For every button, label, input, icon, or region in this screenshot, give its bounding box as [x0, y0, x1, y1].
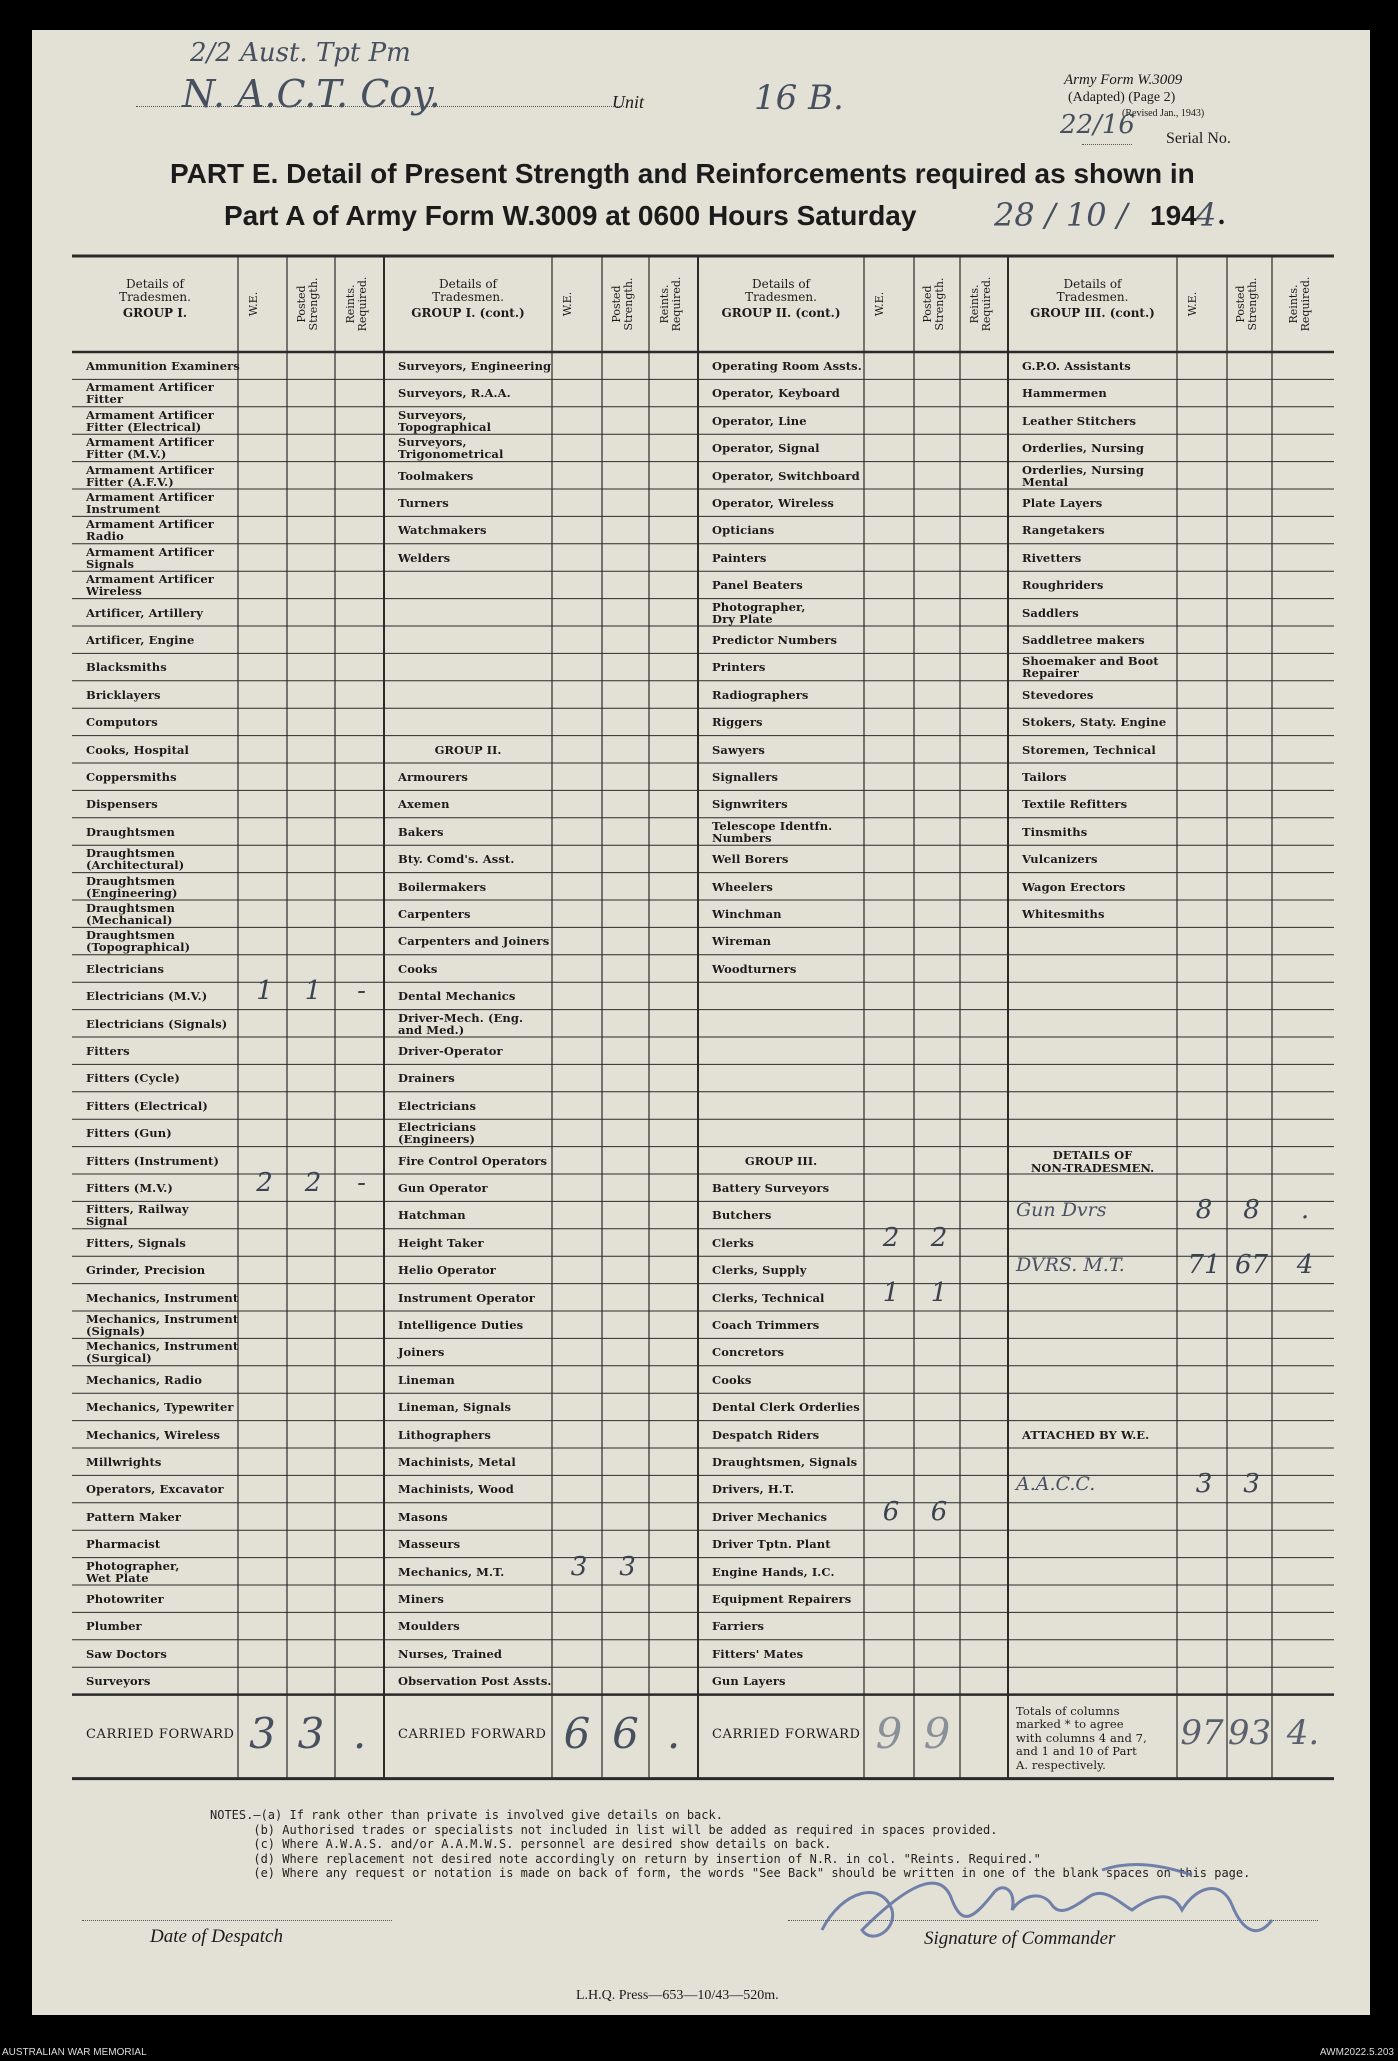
unit-handwriting-top: 2/2 Aust. Tpt Pm: [190, 38, 411, 68]
trade-label: Mechanics, Radio: [86, 1372, 203, 1387]
trade-label: Bakers: [398, 824, 444, 839]
handwritten-posted-value: 8: [1243, 1195, 1260, 1226]
handwritten-posted-value: 2: [930, 1222, 948, 1253]
handwritten-reints-value: .: [1300, 1195, 1310, 1226]
trade-label: Roughriders: [1022, 578, 1104, 593]
trade-label: Lithographers: [398, 1427, 491, 1442]
trade-label: Draughtsmen (Topographical): [86, 928, 191, 955]
year-handwriting: 4: [1196, 196, 1217, 234]
group-header-title: GROUP I.: [122, 306, 188, 320]
trade-label: Draughtsmen: [86, 824, 175, 839]
group-header-details: Details of: [438, 277, 497, 291]
trade-label: Draughtsmen (Architectural): [86, 846, 185, 873]
posted-strength-column-header: Posted Strength.: [295, 277, 320, 331]
trade-label: Fitters, Railway Signal: [86, 1202, 189, 1229]
handwritten-we-value: 2: [256, 1168, 273, 1198]
handwritten-posted-value: 3: [1243, 1469, 1260, 1500]
trade-label: Textile Refitters: [1022, 797, 1128, 812]
trade-label: Orderlies, Nursing: [1022, 441, 1145, 456]
trade-label: Rivetters: [1022, 550, 1082, 565]
footer-left: AUSTRALIAN WAR MEMORIAL: [2, 2047, 147, 2058]
trade-label: Opticians: [712, 523, 775, 538]
trade-label: Driver-Mech. (Eng. and Med.): [398, 1010, 524, 1037]
trade-label: Cooks: [398, 961, 438, 976]
trade-label: Predictor Numbers: [712, 633, 838, 647]
trade-label: Fitters (M.V.): [86, 1181, 173, 1195]
trade-label: Machinists, Metal: [398, 1455, 516, 1469]
group-header-title: GROUP II. (cont.): [721, 306, 841, 320]
trade-label: Fitters' Mates: [712, 1646, 804, 1661]
trade-label: Masons: [398, 1509, 448, 1524]
handwritten-we-value: 71: [1187, 1250, 1221, 1281]
trade-label: Photowriter: [86, 1592, 164, 1606]
carried-forward-posted: 3: [297, 1708, 325, 1758]
trade-label: Electricians (Engineers): [398, 1120, 477, 1147]
we-column-header: W.E.: [1186, 291, 1199, 317]
trade-label: Shoemaker and Boot Repairer: [1022, 654, 1159, 681]
trade-label: Concretors: [712, 1345, 785, 1360]
form-adapted: (Adapted) (Page 2): [1068, 90, 1176, 105]
trade-label: Observation Post Assts.: [398, 1674, 552, 1689]
trade-label: Operating Room Assts.: [712, 359, 862, 373]
serial-label: Serial No.: [1166, 130, 1231, 147]
trade-label: Turners: [398, 496, 449, 510]
trade-label: Dental Mechanics: [398, 989, 516, 1004]
posted-strength-column-header: Posted Strength.: [1233, 277, 1259, 331]
group-header-details: Details of: [125, 277, 184, 291]
trade-label: Drivers, H.T.: [712, 1482, 795, 1497]
press-line: L.H.Q. Press—653—10/43—520m.: [576, 1988, 779, 2003]
note-line: (d) Where replacement not desired note accordingly on return by insertion of N.R. in col. "Reints. Required.": [210, 1851, 1041, 1866]
trade-label: Ammunition Examiners: [86, 359, 240, 373]
handwritten-we-value: 6: [882, 1496, 900, 1527]
trade-label: Sawyers: [712, 742, 765, 757]
trade-label: Telescope Identfn. Numbers: [712, 818, 833, 845]
trade-label: Mechanics, Instrument: [86, 1290, 239, 1305]
group-header-title: GROUP III. (cont.): [1030, 306, 1155, 320]
carried-forward-we: 3: [249, 1708, 276, 1758]
trade-label: Wagon Erectors: [1022, 879, 1126, 894]
trade-label: Carpenters and Joiners: [398, 934, 550, 949]
trade-label: Wireman: [712, 934, 772, 949]
group-label: DETAILS OF NON-TRADESMEN.: [1030, 1147, 1155, 1175]
trade-label: Boilermakers: [398, 879, 487, 894]
group-label: GROUP II.: [434, 742, 502, 757]
trade-label: Pattern Maker: [86, 1509, 181, 1524]
trade-label: Watchmakers: [398, 523, 487, 538]
trade-label: Surveyors, Engineering: [398, 359, 552, 373]
handwritten-reints-value: -: [357, 1168, 366, 1198]
trade-label: Electricians (Signals): [86, 1016, 228, 1031]
carried-forward-we: 9: [875, 1708, 903, 1758]
trade-label: Armourers: [398, 770, 468, 784]
trade-label: Orderlies, Nursing Mental: [1022, 462, 1145, 489]
carried-forward-reints: .: [666, 1708, 681, 1758]
trade-label: Vulcanizers: [1022, 852, 1098, 867]
handwritten-posted-value: 3: [619, 1551, 636, 1582]
trade-label: Radiographers: [712, 687, 809, 702]
handwritten-we-value: 2: [882, 1222, 900, 1253]
trade-label: Millwrights: [86, 1455, 162, 1469]
carried-forward-label: CARRIED FORWARD: [398, 1726, 547, 1742]
title-end: .: [1218, 200, 1225, 231]
trade-label: Painters: [712, 550, 767, 565]
note-line: (e) Where any request or notation is made on back of form, the words "See Back" should be written in one of the blank spaces on this page.: [210, 1866, 1251, 1880]
carried-forward-reints: .: [352, 1708, 367, 1758]
form-sheet: [32, 30, 1370, 2015]
trade-label: Riggers: [712, 715, 763, 730]
trade-label: Operator, Wireless: [712, 496, 834, 510]
handwritten-posted-value: 1: [930, 1277, 948, 1308]
trade-label: Gun Operator: [398, 1181, 488, 1195]
trade-label: Surveyors, Topographical: [398, 407, 492, 434]
trade-label: Fitters (Instrument): [86, 1153, 219, 1168]
trade-label: Bricklayers: [86, 687, 161, 702]
trade-label: Mechanics, M.T.: [398, 1564, 505, 1579]
trade-label: Saw Doctors: [86, 1646, 167, 1661]
page-title-line2: Part A of Army Form W.3009 at 0600 Hours Saturday: [224, 200, 917, 231]
trade-label: Fitters (Gun): [86, 1126, 172, 1141]
trade-label: Saddlers: [1022, 605, 1079, 620]
trade-label: Armament Artificer Fitter (M.V.): [86, 435, 214, 462]
handwritten-posted-value: 67: [1234, 1250, 1269, 1281]
trade-label: Armament Artificer Fitter (Electrical): [86, 407, 214, 434]
trade-label: Armament Artificer Signals: [86, 544, 214, 571]
carried-forward-posted: 6: [612, 1708, 639, 1758]
we-column-header: W.E.: [246, 291, 260, 317]
trade-label: Fitters (Electrical): [86, 1098, 208, 1113]
trade-label: Armament Artificer Radio: [86, 517, 214, 544]
trade-label: Electricians: [86, 961, 165, 976]
trade-label: Rangetakers: [1022, 523, 1105, 538]
trade-label: Fire Control Operators: [398, 1153, 548, 1168]
trade-label: Dental Clerk Orderlies: [712, 1400, 860, 1415]
we-column-header: W.E.: [561, 291, 574, 317]
trade-label: Armament Artificer Instrument: [86, 490, 214, 516]
date-of-despatch-label: Date of Despatch: [150, 1926, 283, 1947]
trade-label: Photographer, Dry Plate: [712, 599, 806, 626]
group-header-details: Details of: [1063, 277, 1122, 291]
handwritten-trade-label: DVRS. M.T.: [1016, 1254, 1125, 1277]
trade-label: Plate Layers: [1022, 496, 1103, 510]
page-title-line1: PART E. Detail of Present Strength and Reinforcements required as shown in: [170, 158, 1195, 189]
handwritten-trade-label: Gun Dvrs: [1016, 1199, 1107, 1222]
group-header-details: Details of: [751, 277, 810, 291]
handwritten-reints-value: 4: [1296, 1250, 1314, 1281]
trade-label: Gun Layers: [712, 1674, 786, 1689]
trade-label: Moulders: [398, 1619, 460, 1634]
trade-label: Winchman: [712, 907, 782, 921]
trade-label: Clerks: [712, 1235, 754, 1250]
trade-label: Photographer, Wet Plate: [86, 1558, 180, 1585]
trade-label: Coppersmiths: [86, 770, 177, 784]
trade-label: Artificer, Engine: [86, 633, 195, 647]
unit-handwriting: N. A.C.T. Coy.: [182, 72, 441, 116]
trade-label: Electricians: [398, 1098, 477, 1113]
trade-label: Whitesmiths: [1022, 907, 1105, 921]
trade-label: Axemen: [398, 797, 450, 812]
trade-label: Instrument Operator: [398, 1290, 535, 1305]
form-number: Army Form W.3009: [1064, 72, 1183, 88]
trade-label: Clerks, Technical: [712, 1290, 825, 1305]
reints-required-column-header: Reints. Required.: [657, 276, 683, 332]
trade-label: Operator, Switchboard: [712, 468, 860, 483]
carried-forward-posted: 9: [923, 1708, 951, 1758]
trade-label: Joiners: [398, 1345, 445, 1360]
trade-label: Driver-Operator: [398, 1044, 503, 1058]
trade-label: Electricians (M.V.): [86, 989, 208, 1004]
trade-label: Surveyors, Trigonometrical: [398, 435, 504, 462]
trade-label: Grinder, Precision: [86, 1263, 206, 1278]
trade-label: Pharmacist: [86, 1537, 161, 1552]
trade-label: Helio Operator: [398, 1263, 496, 1278]
note-line: (c) Where A.W.A.S. and/or A.A.M.W.S. personnel are desired show details on back.: [210, 1837, 832, 1851]
trade-label: Draughtsmen, Signals: [712, 1455, 858, 1469]
trade-label: Armament Artificer Wireless: [86, 572, 214, 599]
trade-label: Draughtsmen (Engineering): [86, 873, 178, 900]
trade-label: Wheelers: [712, 879, 773, 894]
trade-label: Operator, Keyboard: [712, 386, 840, 401]
trade-label: Hammermen: [1022, 386, 1107, 401]
total-we: 97: [1180, 1712, 1224, 1753]
handwritten-we-value: 1: [882, 1277, 900, 1308]
totals-note: Totals of columns marked * to agree with columns 4 and 7, and 1 and 10 of Part A. respectively.: [1016, 1703, 1147, 1772]
trade-label: Battery Surveyors: [712, 1181, 830, 1195]
handwritten-we-value: 8: [1195, 1195, 1213, 1226]
form-table-grid: [32, 30, 1370, 2015]
reints-required-column-header: Reints. Required.: [343, 276, 369, 332]
handwritten-reints-value: -: [357, 976, 366, 1007]
group-header-tradesmen: Tradesmen.: [432, 290, 504, 304]
trade-label: Coach Trimmers: [712, 1318, 820, 1332]
trade-label: Signwriters: [712, 797, 788, 812]
posted-strength-column-header: Posted Strength.: [921, 277, 946, 331]
trade-label: Blacksmiths: [86, 660, 167, 675]
trade-label: Welders: [398, 550, 451, 565]
year-printed: 194: [1150, 200, 1197, 231]
trade-label: ATTACHED BY W.E.: [1022, 1427, 1150, 1442]
trade-label: Woodturners: [712, 961, 797, 976]
trade-label: Farriers: [712, 1619, 765, 1634]
group-label: GROUP III.: [744, 1153, 818, 1168]
group-header-title: GROUP I. (cont.): [411, 306, 525, 320]
trade-label: Mechanics, Instrument (Signals): [86, 1312, 239, 1338]
reints-required-column-header: Reints. Required.: [1287, 276, 1312, 332]
trade-label: Clerks, Supply: [712, 1263, 807, 1278]
trade-label: Armament Artificer Fitter (A.F.V.): [86, 462, 214, 489]
trade-label: Surveyors: [86, 1674, 151, 1689]
trade-label: Printers: [712, 660, 766, 675]
trade-label: Stokers, Staty. Engine: [1022, 715, 1167, 730]
trade-label: Mechanics, Wireless: [86, 1427, 221, 1442]
handwritten-posted-value: 6: [930, 1496, 948, 1527]
trade-label: Butchers: [712, 1208, 772, 1223]
handwritten-posted-value: 2: [304, 1168, 322, 1198]
trade-label: Tailors: [1022, 770, 1067, 784]
carried-forward-label: CARRIED FORWARD: [712, 1726, 861, 1742]
handwritten-we-value: 3: [1195, 1469, 1213, 1500]
group-header-tradesmen: Tradesmen.: [745, 290, 817, 304]
reints-required-column-header: Reints. Required.: [968, 276, 993, 332]
trade-label: Hatchman: [398, 1208, 466, 1223]
trade-label: Bty. Comd's. Asst.: [398, 852, 515, 867]
trade-label: Stevedores: [1022, 687, 1094, 702]
trade-label: Mechanics, Instrument (Surgical): [86, 1339, 239, 1366]
trade-label: Lineman, Signals: [398, 1400, 512, 1415]
note-line: NOTES.—(a) If rank other than private is involved give details on back.: [210, 1808, 723, 1822]
handwritten-we-value: 3: [570, 1551, 588, 1582]
trade-label: Cooks: [712, 1372, 752, 1387]
commander-signature: [802, 1850, 1322, 1970]
trade-label: Mechanics, Typewriter: [86, 1400, 234, 1415]
trade-label: Operator, Line: [712, 413, 807, 428]
serial-handwriting: 22/16: [1060, 110, 1135, 140]
trade-label: Cooks, Hospital: [86, 742, 189, 757]
note-line: (b) Authorised trades or specialists not included in list will be added as required in spaces provided.: [210, 1822, 998, 1837]
trade-label: Computors: [86, 715, 158, 730]
trade-label: Panel Beaters: [712, 578, 803, 593]
trade-label: Signallers: [712, 770, 779, 784]
trade-label: Height Taker: [398, 1235, 484, 1250]
signature-label: Signature of Commander: [924, 1928, 1116, 1949]
trade-label: Fitters: [86, 1044, 130, 1058]
trade-label: Fitters, Signals: [86, 1235, 186, 1250]
trade-label: Surveyors, R.A.A.: [398, 386, 511, 401]
trade-label: Equipment Repairers: [712, 1592, 852, 1606]
trade-label: Operators, Excavator: [86, 1482, 224, 1497]
trade-label: Artificer, Artillery: [86, 605, 203, 620]
trade-label: Miners: [398, 1592, 444, 1606]
trade-label: Tinsmiths: [1022, 824, 1088, 839]
carried-forward-label: CARRIED FORWARD: [86, 1726, 235, 1742]
trade-label: Fitters (Cycle): [86, 1071, 180, 1086]
trade-label: Carpenters: [398, 907, 471, 921]
trade-label: Intelligence Duties: [398, 1318, 524, 1332]
handwritten-trade-label: A.A.C.C.: [1016, 1473, 1096, 1496]
group-header-tradesmen: Tradesmen.: [1056, 290, 1129, 304]
unit-label: Unit: [612, 92, 645, 112]
we-column-header: W.E.: [873, 291, 886, 317]
trade-label: Lineman: [398, 1372, 455, 1387]
trade-label: Despatch Riders: [712, 1427, 820, 1442]
trade-label: Draughtsmen (Mechanical): [86, 901, 175, 927]
trade-label: Leather Stitchers: [1022, 413, 1137, 428]
trade-label: Storemen, Technical: [1022, 742, 1156, 757]
unit-code: 16 B.: [754, 78, 844, 118]
trade-label: Toolmakers: [398, 468, 474, 483]
handwritten-posted-value: 1: [304, 976, 322, 1007]
trade-label: Driver Tptn. Plant: [712, 1537, 831, 1552]
trade-label: Drainers: [398, 1071, 455, 1086]
footer-right: AWM2022.5.203: [1319, 2047, 1394, 2058]
trade-label: Engine Hands, I.C.: [712, 1564, 835, 1579]
trade-label: Plumber: [86, 1619, 142, 1634]
date-dotted-line: [82, 1920, 392, 1921]
total-posted: 93: [1227, 1712, 1272, 1753]
trade-label: Dispensers: [86, 797, 158, 812]
group-header-tradesmen: Tradesmen.: [119, 290, 191, 304]
handwritten-we-value: 1: [256, 976, 273, 1007]
total-reints: 4.: [1286, 1712, 1320, 1753]
trade-label: Nurses, Trained: [398, 1646, 503, 1661]
trade-label: Driver Mechanics: [712, 1509, 828, 1524]
trade-label: Saddletree makers: [1022, 633, 1145, 647]
trade-label: Operator, Signal: [712, 441, 820, 456]
trade-label: G.P.O. Assistants: [1022, 359, 1131, 373]
trade-label: Masseurs: [398, 1537, 461, 1552]
form-revised: (Revised Jan., 1943): [1122, 108, 1205, 119]
trade-label: Well Borers: [712, 852, 789, 867]
posted-strength-column-header: Posted Strength.: [609, 277, 635, 331]
date-handwriting: 28 / 10 /: [994, 196, 1128, 234]
carried-forward-we: 6: [563, 1708, 591, 1758]
trade-label: Machinists, Wood: [398, 1482, 514, 1497]
trade-label: Armament Artificer Fitter: [86, 380, 214, 407]
